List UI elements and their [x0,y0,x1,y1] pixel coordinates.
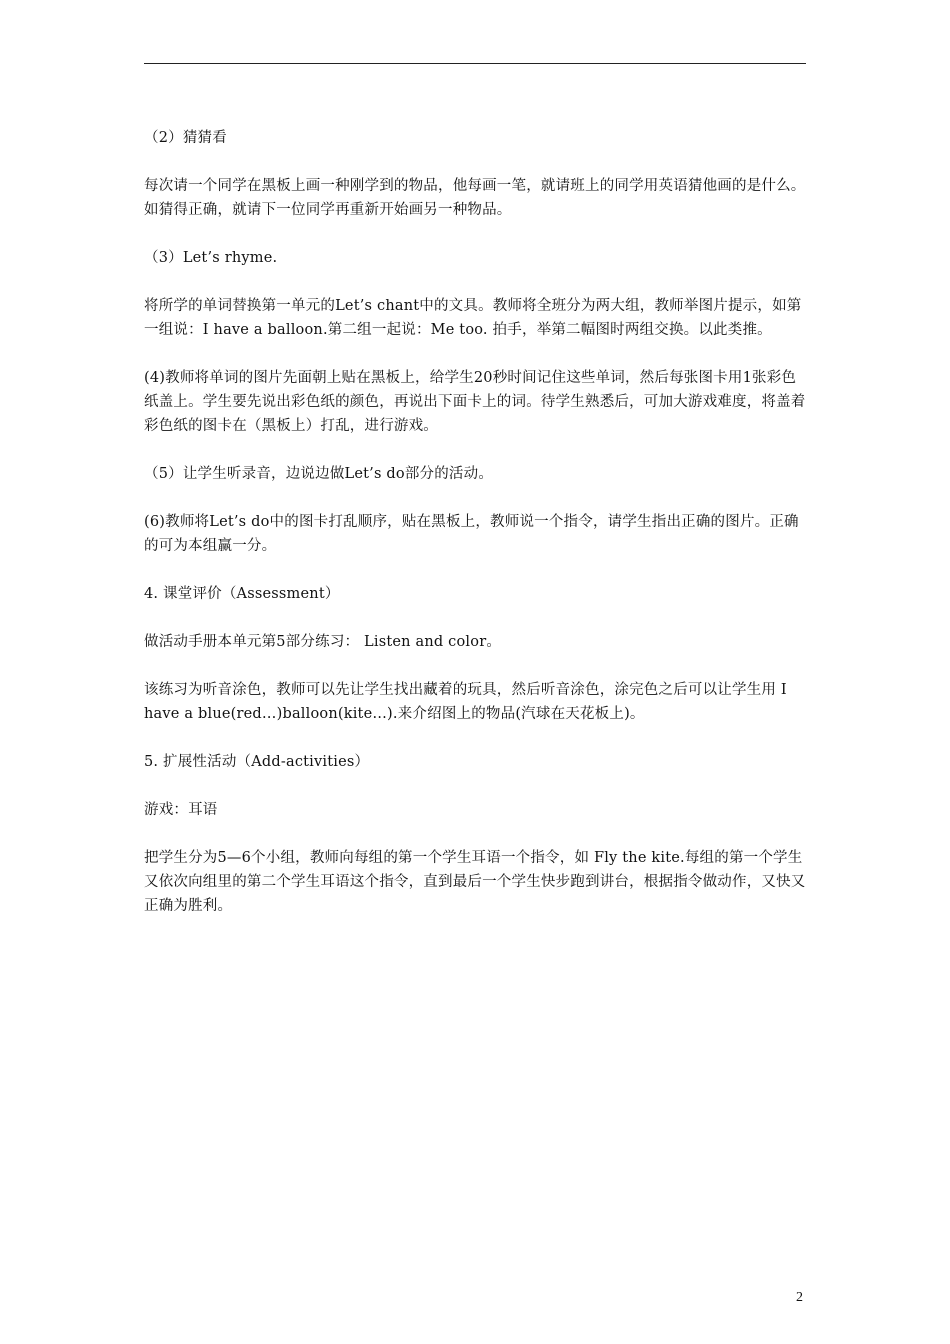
paragraph-assessment-task: 做活动手册本单元第5部分练习： Listen and color。 [144,634,502,650]
paragraph-assessment-body: 该练习为听音涂色，教师可以先让学生找出藏着的玩具，然后听音涂色，涂完色之后可以让学生用 I have a blue(red…)balloon(kite…).来介绍图上的物品(汽球在天花板上)。 [144,682,787,722]
paragraph-rhyme-body: 将所学的单词替换第一单元的Let’s chant中的文具。教师将全班分为两大组，教师举图片提示，如第一组说：I have a balloon.第二组一起说：Me too. 拍手，举第二幅图时两组交换。以此类推。 [144,298,802,338]
paragraph-step-4: (4)教师将单词的图片先面朝上贴在黑板上，给学生20秒时间记住这些单词，然后每张图卡用1张彩色纸盖上。学生要先说出彩色纸的颜色，再说出下面卡上的词。待学生熟悉后，可加大游戏难度，将盖着彩色纸的图卡在（黑板上）打乱，进行游戏。 [144,370,806,434]
page-number: 2 [796,1290,803,1305]
paragraph-game-title: 游戏：耳语 [144,802,218,818]
paragraph-guess-body: 每次请一个同学在黑板上画一种刚学到的物品，他每画一笔，就请班上的同学用英语猜他画的是什么。如猜得正确，就请下一位同学再重新开始画另一种物品。 [144,178,806,218]
paragraph-rhyme-heading: （3）Let’s rhyme. [144,250,278,266]
paragraph-step-5: （5）让学生听录音，边说边做Let’s do部分的活动。 [144,466,494,482]
paragraph-guess-heading: （2）猜猜看 [144,130,227,146]
paragraph-game-body: 把学生分为5—6个小组，教师向每组的第一个学生耳语一个指令，如 Fly the kite.每组的第一个学生又依次向组里的第二个学生耳语这个指令，直到最后一个学生快步跑到讲台，根据指令做动作，又快又正确为胜利。 [144,850,806,914]
header-rule [144,63,806,64]
paragraph-step-6: (6)教师将Let’s do中的图卡打乱顺序，贴在黑板上，教师说一个指令，请学生指出正确的图片。正确的可为本组赢一分。 [144,514,799,554]
section-assessment-heading: 4. 课堂评价（Assessment） [144,586,340,602]
section-add-activities-heading: 5. 扩展性活动（Add-activities） [144,754,370,770]
document-body [144,126,808,942]
